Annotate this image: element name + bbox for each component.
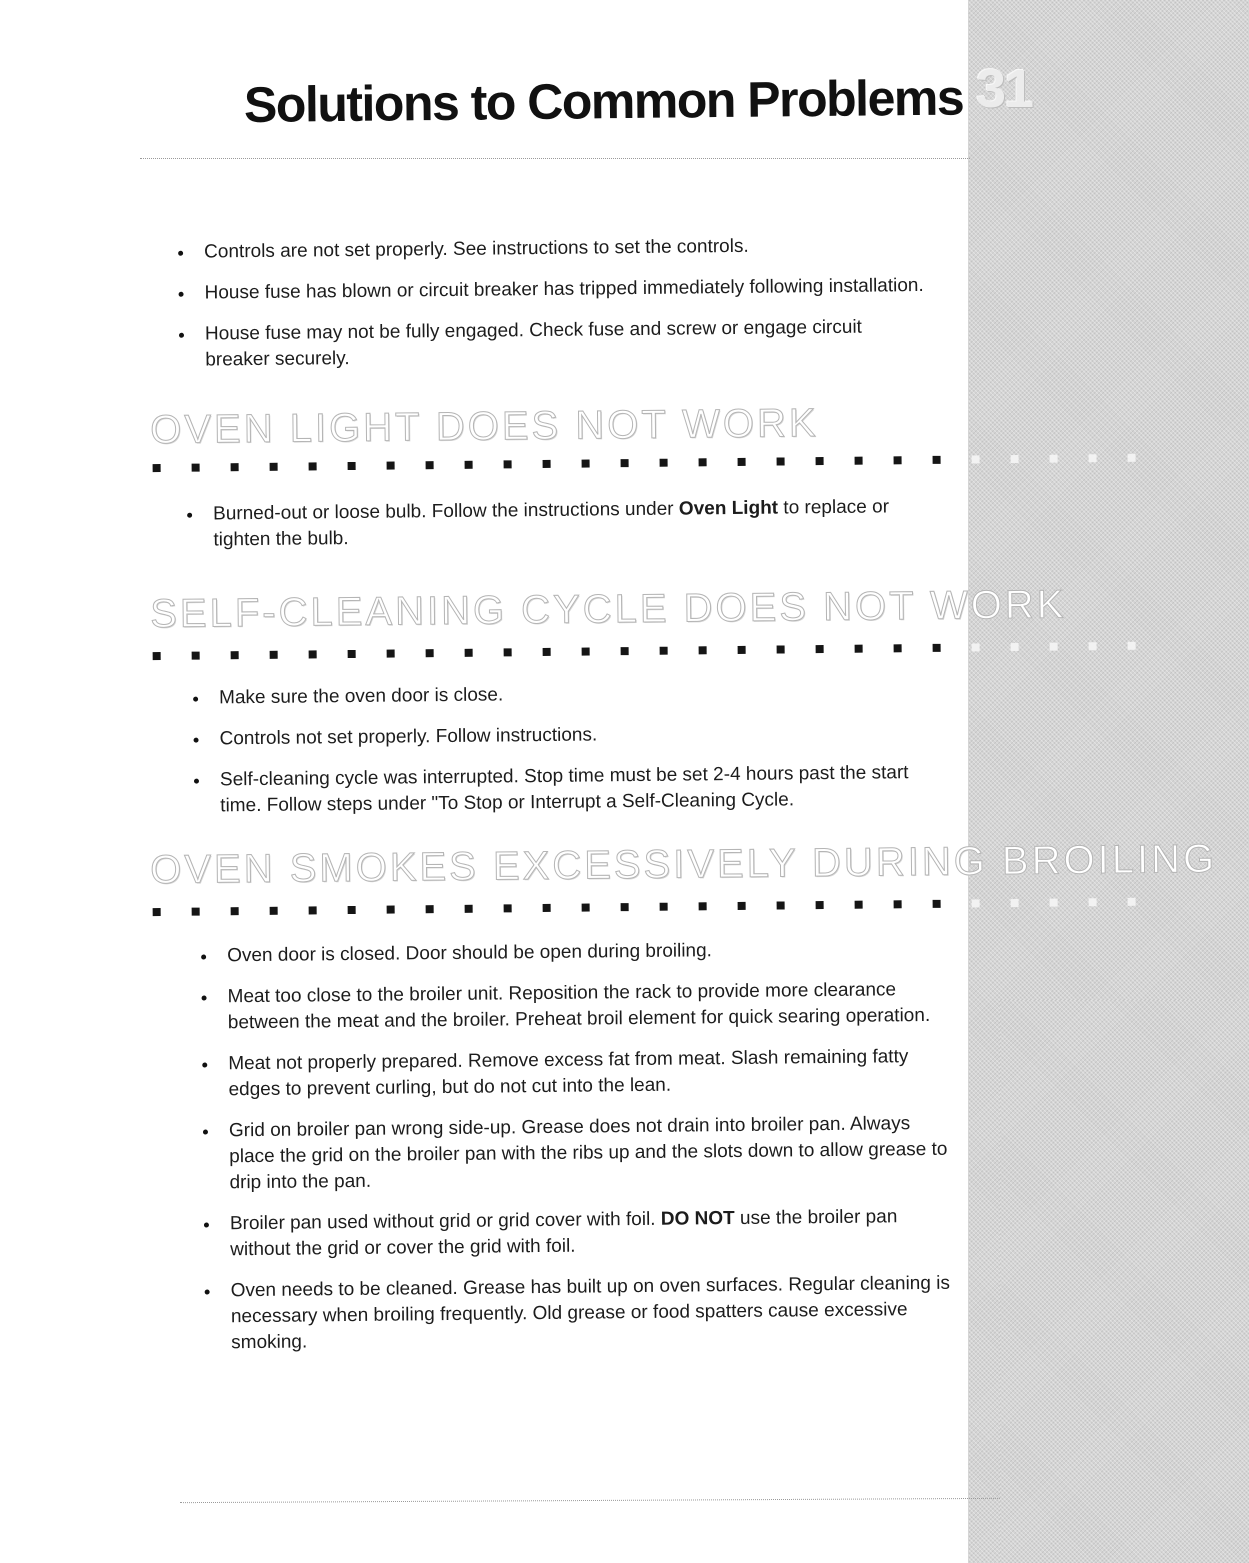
item-text: Meat too close to the broiler unit. Reposition the rack to provide more clearance between the meat and the broiler. Preheat broil element for quick searing operation. xyxy=(227,979,931,1034)
item-text: Oven needs to be cleaned. Grease has built up on oven surfaces. Regular cleaning is necessary when broiling frequently. Old grease or food spatters cause excessive smoking. xyxy=(230,1272,951,1354)
bullet-icon xyxy=(203,1130,208,1135)
item-text: Oven door is closed. Door should be open during broiling. xyxy=(227,940,713,967)
list-item: Burned-out or loose bulb. Follow the instructions under Oven Light to replace or tighten the bulb. xyxy=(181,494,922,554)
list-item xyxy=(195,977,956,1037)
bullet-icon xyxy=(201,955,206,960)
list-item xyxy=(188,760,929,820)
item-text: Controls not set properly. Follow instructions. xyxy=(219,724,598,750)
bullet-icon xyxy=(205,1290,210,1295)
list-item xyxy=(172,272,972,306)
page-title: Solutions to Common Problems xyxy=(243,69,964,133)
item-text: Grid on broiler pan wrong side-up. Grease does not drain into broiler pan. Always place the grid on the broiler pan with the ribs up and the slots down to allow grease to drip into the pan. xyxy=(228,1113,948,1194)
section-heading: OVEN LIGHT DOES NOT WORK xyxy=(150,401,819,453)
bold-term: DO NOT xyxy=(660,1208,735,1230)
list-item xyxy=(172,231,972,265)
gray-side-strip-lower xyxy=(1000,1000,1249,1563)
list-item xyxy=(199,1271,960,1357)
top-divider xyxy=(140,158,970,159)
bottom-divider xyxy=(180,1498,1000,1503)
item-text: Meat not properly prepared. Remove excess fat from meat. Slash remaining fatty edges to prevent curling, but do not cut into the lean. xyxy=(228,1046,909,1101)
bullet-icon xyxy=(178,251,183,256)
bullet-icon xyxy=(179,333,184,338)
item-text: House fuse may not be fully engaged. Check fuse and screw or engage circuit breaker securely. xyxy=(204,316,862,371)
bullet-icon xyxy=(202,1063,207,1068)
list-item: Broiler pan used without grid or grid cover with foil. DO NOT use the broiler pan without the grid or cover the grid with foil. xyxy=(198,1204,959,1264)
bullet-icon xyxy=(193,697,198,702)
bullet-list xyxy=(172,231,974,388)
bullet-icon xyxy=(202,996,207,1001)
list-item xyxy=(196,1044,957,1104)
list-item xyxy=(187,719,927,753)
bullet-list xyxy=(187,678,929,835)
bullet-icon xyxy=(187,513,192,518)
section-self-cleaning xyxy=(0,581,1249,817)
list-item xyxy=(195,936,955,970)
bold-term: Oven Light xyxy=(678,497,779,520)
list-item xyxy=(187,678,927,712)
section-heading: OVEN SMOKES EXCESSIVELY DURING BROILING xyxy=(150,836,1218,893)
item-text: Make sure the oven door is close. xyxy=(219,684,504,709)
item-text: Controls are not set properly. See instructions to set the controls. xyxy=(204,235,749,263)
item-text: House fuse has blown or circuit breaker has tripped immediately following installation. xyxy=(204,275,924,304)
section-smoking-broiling xyxy=(0,836,1249,1354)
bullet-icon xyxy=(204,1223,209,1228)
item-text: Self-cleaning cycle was interrupted. Stop time must be set 2-4 hours past the start time. Follow steps under "To Stop or Interrupt a Self-Cleaning Cycle. xyxy=(219,762,909,817)
bullet-icon xyxy=(194,779,199,784)
page-number: 31 xyxy=(976,59,1033,119)
section-heading: SELF-CLEANING CYCLE DOES NOT WORK xyxy=(150,582,1067,637)
bullet-list xyxy=(181,494,922,569)
bullet-list xyxy=(195,936,959,1372)
list-item xyxy=(173,314,906,374)
bullet-icon xyxy=(179,292,184,297)
bullet-icon xyxy=(194,738,199,743)
list-item xyxy=(197,1111,958,1197)
